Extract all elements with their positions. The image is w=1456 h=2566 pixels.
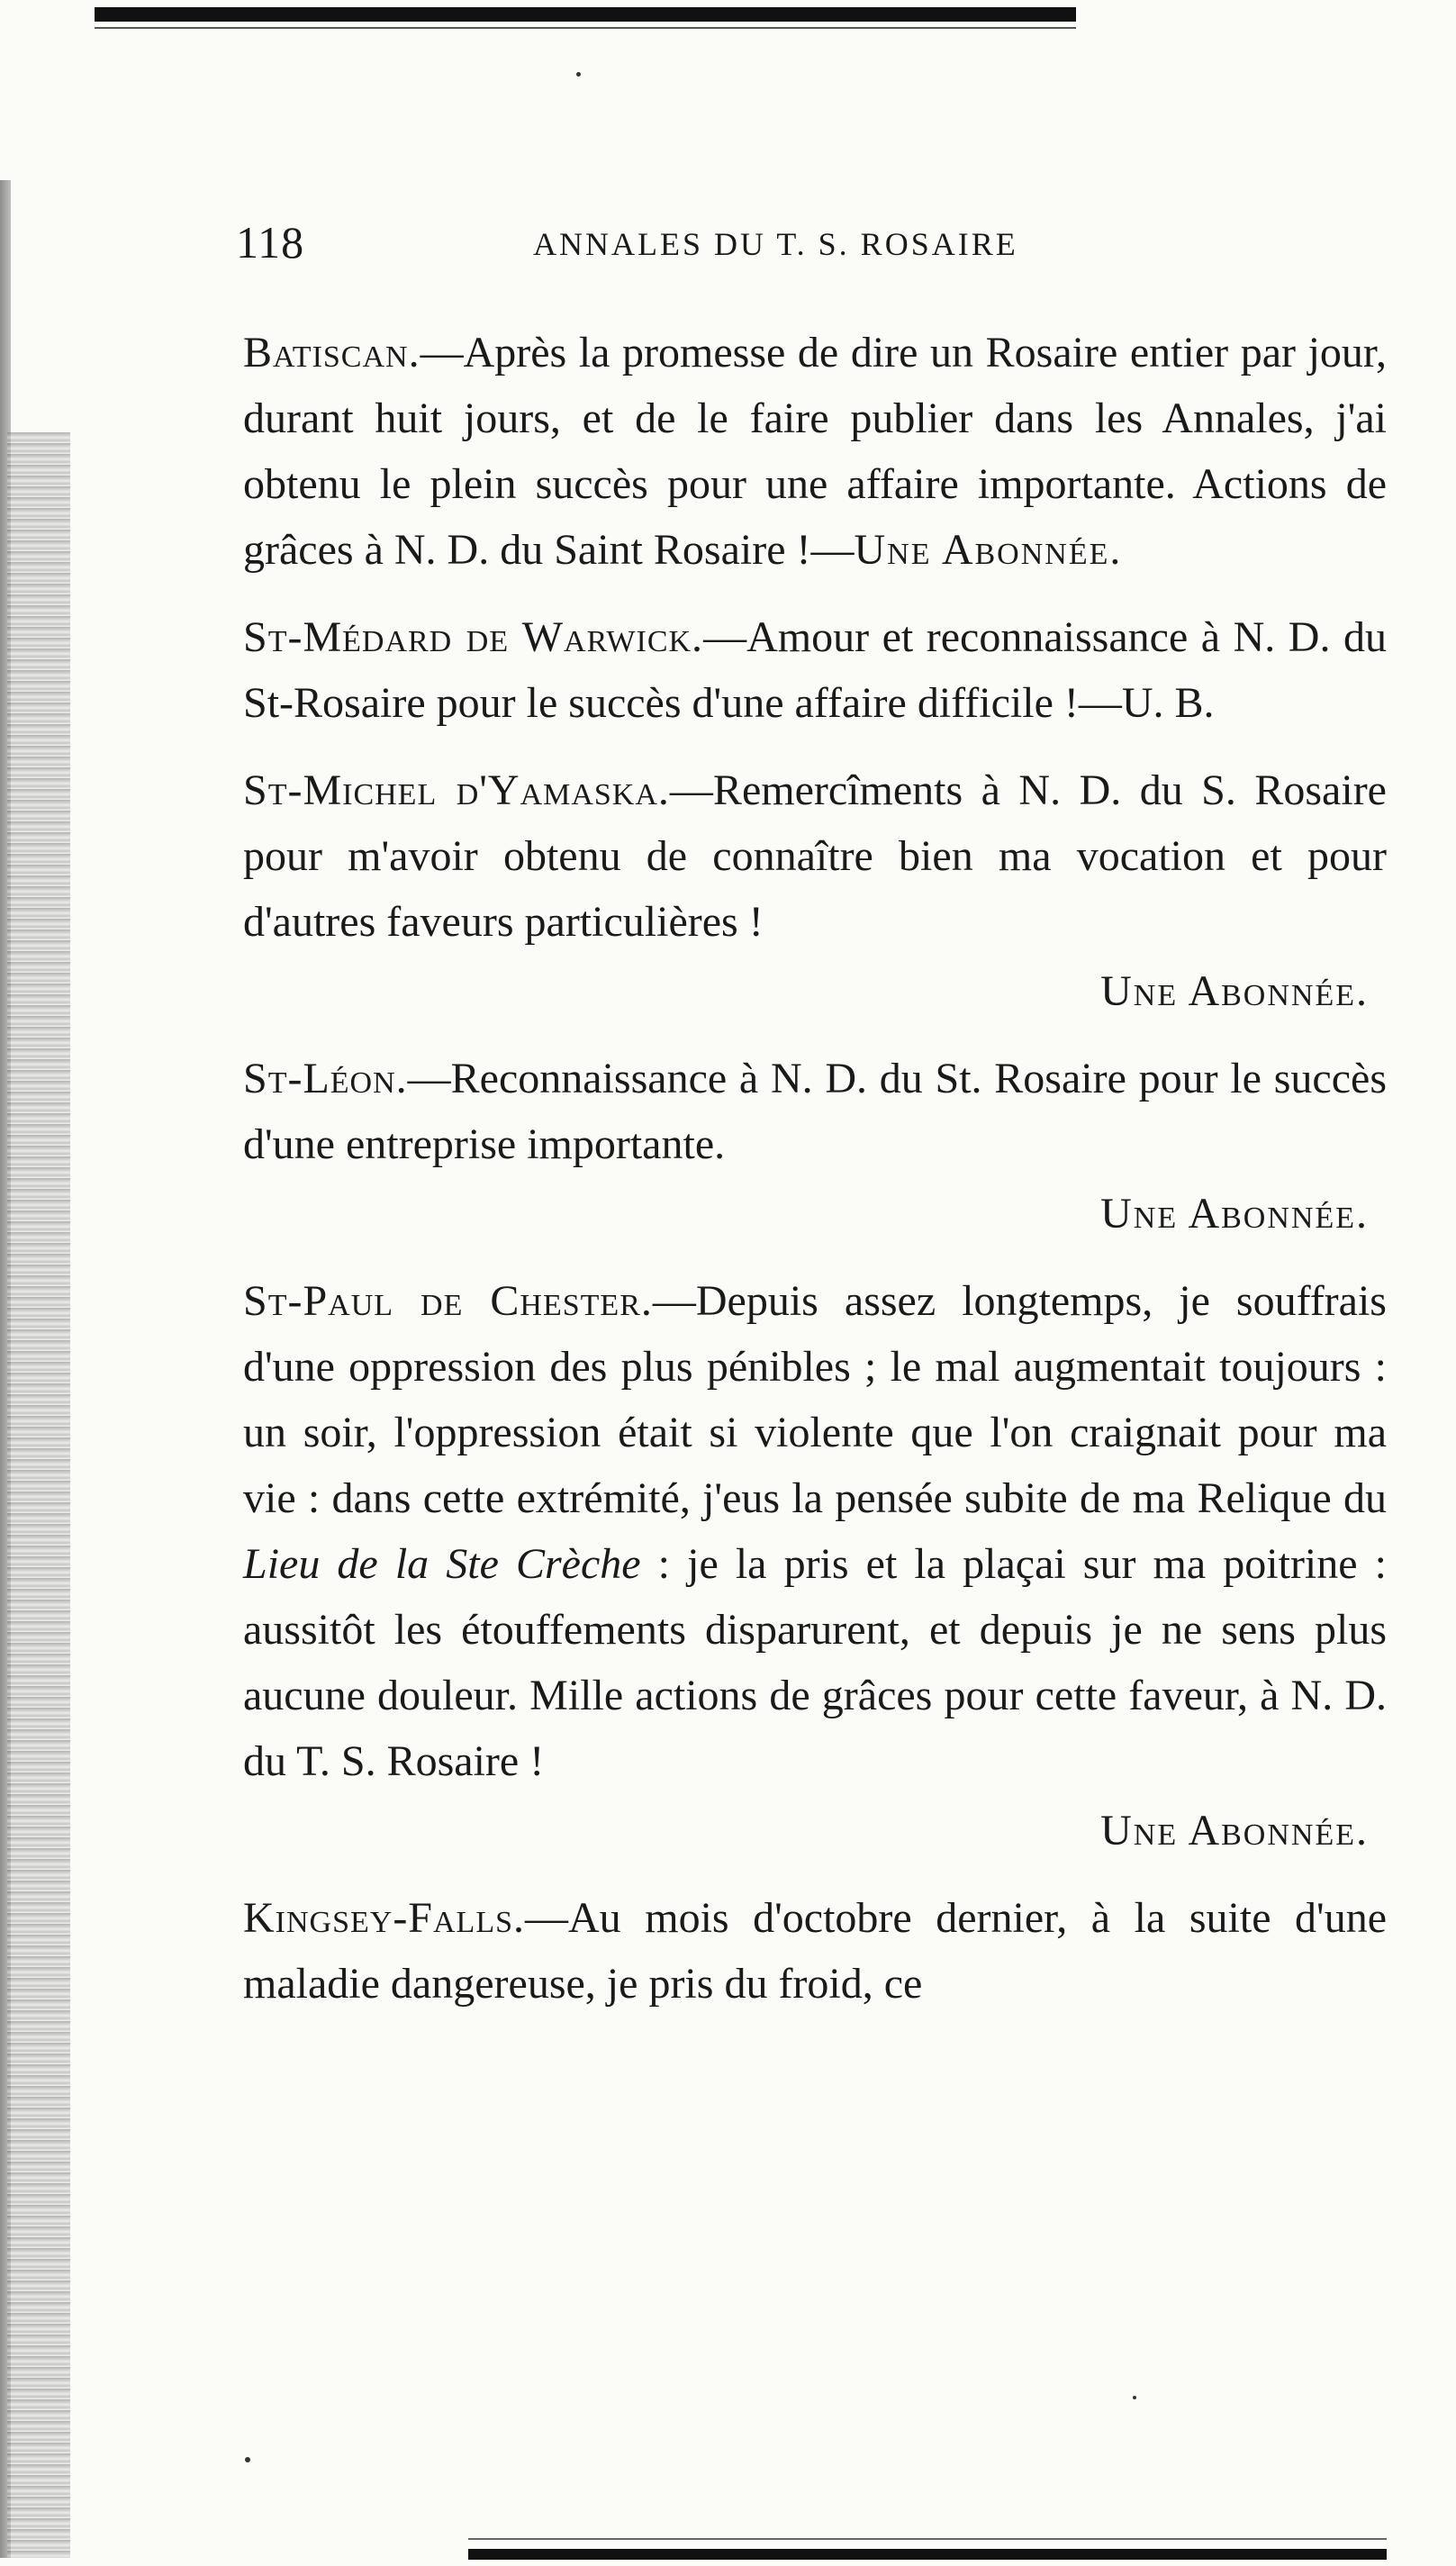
ink-speck xyxy=(576,72,581,77)
page-header xyxy=(236,216,1154,270)
ink-speck xyxy=(1133,2396,1136,2399)
entry-place: St-Paul de Chester. xyxy=(243,1277,653,1325)
entry-st-leon xyxy=(180,1046,1387,1177)
binding-shadow xyxy=(7,432,70,2558)
entry-text: —Depuis assez longtemps, je souffrais d'une oppression des plus pénibles ; le mal augmentait toujours : un soir, l'oppression était si violente que l'on craignait pour ma vie : dans cette extrémité, j'eus la pensée subite de ma Relique du xyxy=(243,1277,1387,1522)
entry-place: St-Médard de Warwick. xyxy=(243,613,704,661)
entry-place: Batiscan. xyxy=(243,329,421,376)
top-border-thin-rule xyxy=(95,27,1076,29)
relic-name: Lieu de la Ste Crèche xyxy=(243,1540,641,1588)
entry-text: —Remercîments à N. D. du S. Rosaire pour m'avoir obtenu de connaître bien ma vocation et pour d'autres faveurs particulières ! xyxy=(243,766,1387,946)
entry-place: St-Léon. xyxy=(243,1055,408,1102)
entry-signature: Une Abonnée. xyxy=(1100,967,1369,1015)
entry-place: St-Michel d'Yamaska. xyxy=(243,766,670,814)
entry-signature: Une Abonnée. xyxy=(1100,1807,1369,1854)
top-border-rule xyxy=(95,7,1076,22)
entry-signature: U. B. xyxy=(1121,679,1215,727)
bottom-border-thin-rule xyxy=(468,2538,1387,2540)
entry-signature: Une Abonnée. xyxy=(854,526,1123,574)
entry-st-michel xyxy=(180,757,1387,955)
entry-text: —Après la promesse de dire un Rosaire entier par jour, durant huit jours, et de le faire publier dans les Annales, j'ai obtenu le plein succès pour une affaire importante. Actions de grâces à N. D. du Saint Rosaire !— xyxy=(243,329,1387,574)
entry-text: —Amour et reconnaissance à N. D. du St-Rosaire pour le succès d'une affaire difficile !— xyxy=(243,613,1388,727)
entry-batiscan xyxy=(180,320,1387,583)
page-number: 118 xyxy=(236,217,305,267)
entry-text-continued: : je la pris et la plaçai sur ma poitrine : aussitôt les étouffements disparurent, et depuis je ne sens plus aucune douleur. Mille actions de grâces pour cette faveur, à N. D. du T. S. Rosaire ! xyxy=(243,1540,1388,1785)
entry-st-paul xyxy=(180,1268,1387,1794)
entry-text: —Reconnaissance à N. D. du St. Rosaire pour le succès d'une entreprise importante. xyxy=(243,1055,1387,1168)
running-title: ANNALES DU T. S. ROSAIRE xyxy=(533,226,1018,262)
entry-st-medard xyxy=(180,604,1387,736)
bottom-border-rule xyxy=(468,2549,1387,2560)
entry-text: —Au mois d'octobre dernier, à la suite d'une maladie dangereuse, je pris du froid, ce xyxy=(243,1894,1387,2008)
ink-speck xyxy=(245,2457,250,2462)
entry-place: Kingsey-Falls. xyxy=(243,1894,526,1942)
entry-signature: Une Abonnée. xyxy=(1100,1190,1369,1238)
page-body xyxy=(180,320,1387,2038)
entry-kingsey-falls xyxy=(180,1885,1387,2017)
